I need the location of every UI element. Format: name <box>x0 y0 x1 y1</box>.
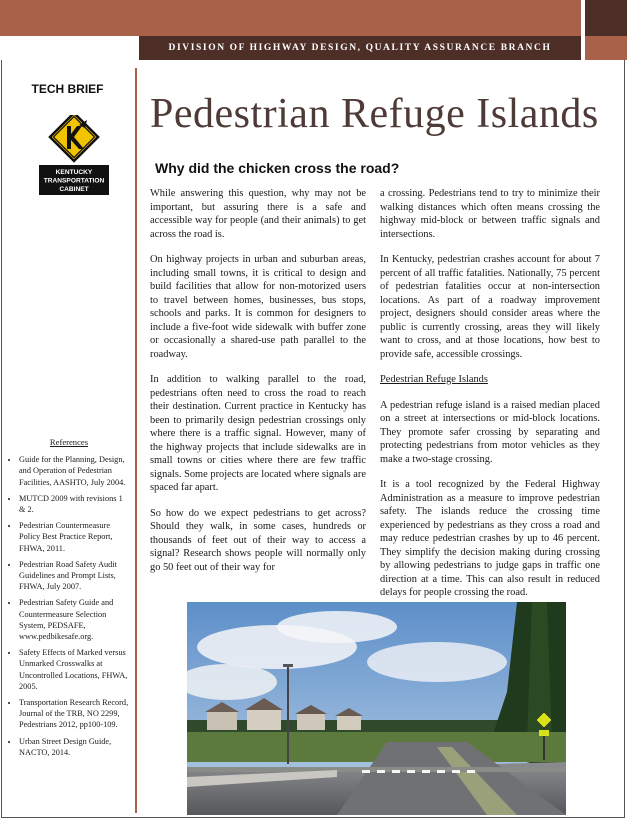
section-heading: Pedestrian Refuge Islands <box>380 374 488 385</box>
page-title: Pedestrian Refuge Islands <box>150 91 599 137</box>
top-bar-left-block <box>0 0 581 36</box>
top-color-bar <box>0 0 627 36</box>
references-items <box>8 454 130 758</box>
paragraph: a crossing. Pedestrians tend to try to minimize their walking distances which often means crossing the highway mid-block or between traffic signals and intersections. <box>380 188 600 240</box>
paragraph: It is a tool recognized by the Federal Highway Administration as a measure to improve pedestrian safety. The islands reduce the crossing time experienced by pedestrians as they cross a road and may reduce pedestrian crashes by up to 46 percent. They simplify the decision making during crossing by allowing pedestrians to judge gaps in traffic one direction at a time. This can also result in reduced delays for people crossing the road. <box>380 479 600 598</box>
paragraph: On highway projects in urban and suburban areas, including small towns, it is critical to design and build facilities that allow for non-motorized users to travel between homes, businesses, bus stops, schools and parks. It is common for designers to include a five-foot wide sidewalk with buffer zone or occasionally a shared-use path parallel to the roadway. <box>150 254 366 360</box>
division-label: DIVISION OF HIGHWAY DESIGN, QUALITY ASSURANCE BRANCH <box>168 43 552 53</box>
body-column-2 <box>380 187 600 612</box>
reference-item: • Pedestrian Safety Guide and Countermeasure Selection System, PEDSAFE, www.pedbikesafe.org. <box>19 597 130 642</box>
reference-item: • MUTCD 2009 with revisions 1 & 2. <box>19 493 130 515</box>
paragraph: So how do we expect pedestrians to get across? Should they walk, in some cases, hundreds or thousands of feet out of their way to access a signal? Research shows people will normally only go 50 feet out of their way for <box>150 507 366 573</box>
logo-text-line2: TRANSPORTATION <box>43 177 105 185</box>
reference-item: • Pedestrian Road Safety Audit Guidelines and Prompt Lists, FHWA, July 2007. <box>19 559 130 593</box>
page-subtitle: Why did the chicken cross the road? <box>155 160 400 176</box>
paragraph: While answering this question, why may not be important, but assuring there is a safe and accessible way for people (and their animals) to get across the road is. <box>150 188 366 240</box>
paragraph: A pedestrian refuge island is a raised median placed on a street at intersections or mid-block locations. They promote safer crossing by separating and protecting pedestrians from motor vehicles as they make a two-stage crossing. <box>380 399 600 465</box>
logo-text-line3: CABINET <box>59 186 89 193</box>
body-column-1 <box>150 187 366 586</box>
paragraph: In addition to walking parallel to the road, pedestrians often need to cross the road to reach their destination. Current practice in Kentucky has been to primarily design pedestrian crossings only where there is a traffic signal. However, many of the highway projects that include sidewalks are in small towns or cities where there are few traffic signals. Some projects are located where signals are spaced far apart. <box>150 374 366 493</box>
references-list <box>8 437 130 763</box>
street-photo <box>187 602 566 815</box>
band-right-block <box>585 36 627 60</box>
top-bar-right-block <box>585 0 627 36</box>
sidebar-divider <box>135 68 137 813</box>
band-left-gap <box>0 36 136 60</box>
reference-item: • Safety Effects of Marked versus Unmarked Crosswalks at Uncontrolled Locations, FHWA, 2005. <box>19 647 130 692</box>
reference-item: • Urban Street Design Guide, NACTO, 2014. <box>19 736 130 758</box>
reference-item: • Guide for the Planning, Design, and Operation of Pedestrian Facilities, AASHTO, July 2004. <box>19 454 130 488</box>
paragraph: In Kentucky, pedestrian crashes account for about 7 percent of all traffic fatalities. Nationally, 75 percent of pedestrian fatalities occur at non-intersection locations. As part of a roadway improvement project, designers should consider areas where the public is currently crossing, areas they will likely want to cross, and at those locations, how best to provide safe, accessible crossings. <box>380 254 600 360</box>
reference-item: • Transportation Research Record, Journal of the TRB, NO 2299, Pedestrians 2012, pp100-109. <box>19 697 130 731</box>
kentucky-transportation-logo <box>35 115 113 197</box>
references-heading: References <box>49 437 89 447</box>
logo-text-line1: KENTUCKY <box>55 169 93 176</box>
reference-item: • Pedestrian Countermeasure Policy Best Practice Report, FHWA, 2011. <box>19 520 130 554</box>
tech-brief-label: TECH BRIEF <box>31 82 104 96</box>
